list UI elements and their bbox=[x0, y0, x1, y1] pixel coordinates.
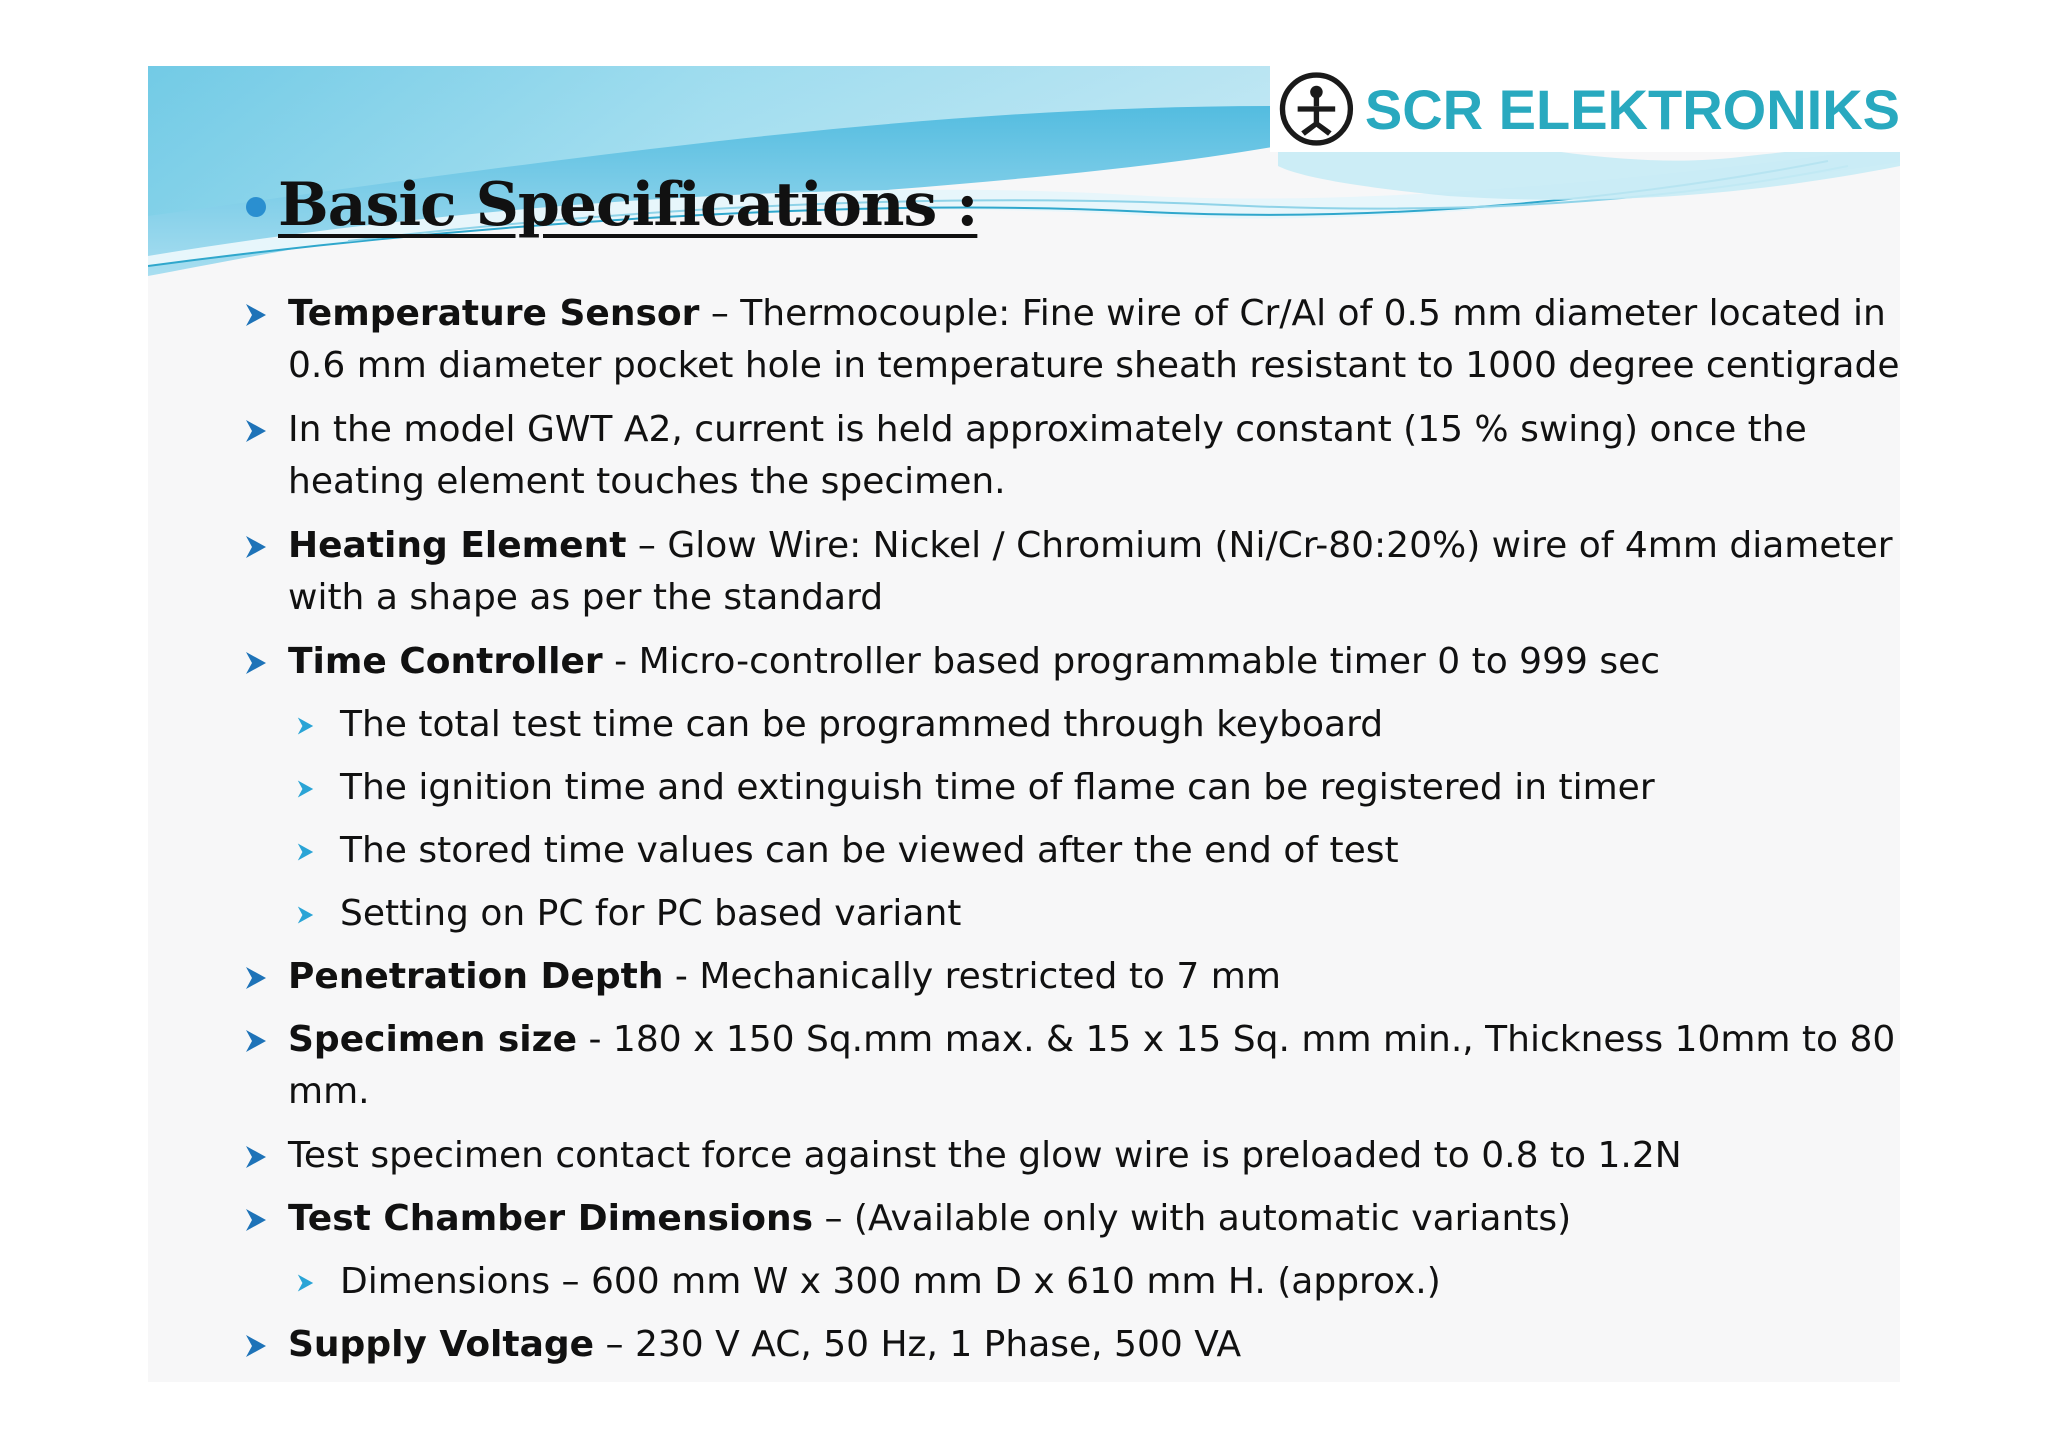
item-text bbox=[340, 699, 1383, 751]
item-line1: The total test time can be programmed through keyboard bbox=[340, 704, 1384, 745]
arrow-bullet-icon bbox=[296, 1273, 315, 1293]
item-label: Test Chamber Dimensions bbox=[288, 1198, 814, 1239]
title-row bbox=[246, 170, 977, 240]
arrow-bullet-icon bbox=[244, 1207, 268, 1233]
item-line2: mm. bbox=[288, 1071, 370, 1112]
item-line2: heating element touches the specimen. bbox=[288, 461, 1006, 502]
item-line1: – Glow Wire: Nickel / Chromium (Ni/Cr-80:20%) wire of 4mm diameter bbox=[626, 525, 1893, 566]
logo-emblem-icon bbox=[1278, 66, 1355, 152]
item-text bbox=[288, 1193, 1571, 1245]
list-item bbox=[244, 520, 1893, 624]
item-line1: Setting on PC for PC based variant bbox=[340, 893, 962, 934]
item-line2: 0.6 mm diameter pocket hole in temperature sheath resistant to 1000 degree centigrade bbox=[288, 345, 1900, 386]
sub-list-item bbox=[296, 1256, 1441, 1308]
list-item bbox=[244, 404, 1807, 508]
logo-text: SCR ELEKTRONIKS bbox=[1364, 77, 1900, 141]
item-text bbox=[288, 951, 1281, 1003]
list-item bbox=[244, 636, 1660, 688]
item-text bbox=[340, 825, 1399, 877]
item-label: Temperature Sensor bbox=[288, 293, 700, 334]
item-text bbox=[288, 1130, 1682, 1182]
item-line1: – Thermocouple: Fine wire of Cr/Al of 0.5 mm diameter located in bbox=[699, 293, 1886, 334]
list-item bbox=[244, 288, 1900, 392]
item-text bbox=[340, 888, 961, 940]
item-line1: Test specimen contact force against the glow wire is preloaded to 0.8 to 1.2N bbox=[288, 1135, 1682, 1176]
arrow-bullet-icon bbox=[244, 1144, 268, 1170]
item-line1: The stored time values can be viewed after the end of test bbox=[340, 830, 1399, 871]
item-line1: - Micro-controller based programmable timer 0 to 999 sec bbox=[602, 641, 1661, 682]
arrow-bullet-icon bbox=[296, 779, 315, 799]
item-label: Time Controller bbox=[288, 641, 603, 682]
arrow-bullet-icon bbox=[244, 418, 268, 444]
item-label: Penetration Depth bbox=[288, 956, 664, 997]
item-label: Heating Element bbox=[288, 525, 627, 566]
arrow-bullet-icon bbox=[244, 965, 268, 991]
title-bullet-icon bbox=[246, 197, 266, 217]
item-line2: with a shape as per the standard bbox=[288, 577, 884, 618]
item-text bbox=[288, 520, 1893, 624]
arrow-bullet-icon bbox=[296, 842, 315, 862]
list-item bbox=[244, 1319, 1241, 1371]
item-line1: Dimensions – 600 mm W x 300 mm D x 610 mm H. (approx.) bbox=[340, 1261, 1441, 1302]
item-line1: In the model GWT A2, current is held approximately constant (15 % swing) once the bbox=[288, 409, 1807, 450]
page-title: Basic Specifications : bbox=[278, 170, 978, 240]
item-label: Specimen size bbox=[288, 1019, 578, 1060]
item-line1: – (Available only with automatic variants) bbox=[813, 1198, 1572, 1239]
item-line1: – 230 V AC, 50 Hz, 1 Phase, 500 VA bbox=[594, 1324, 1242, 1365]
item-text bbox=[288, 1319, 1241, 1371]
sub-list-item bbox=[296, 888, 961, 940]
item-text bbox=[288, 404, 1807, 508]
arrow-bullet-icon bbox=[244, 650, 268, 676]
sub-list-item bbox=[296, 699, 1383, 751]
slide bbox=[148, 66, 1900, 1382]
item-line1: - 180 x 150 Sq.mm max. & 15 x 15 Sq. mm min., Thickness 10mm to 80 bbox=[577, 1019, 1896, 1060]
item-text bbox=[340, 1256, 1441, 1308]
list-item bbox=[244, 951, 1281, 1003]
sub-list-item bbox=[296, 762, 1655, 814]
item-text bbox=[288, 1014, 1895, 1118]
list-item bbox=[244, 1130, 1682, 1182]
item-text bbox=[288, 636, 1660, 688]
item-line1: - Mechanically restricted to 7 mm bbox=[663, 956, 1281, 997]
sub-list-item bbox=[296, 825, 1399, 877]
item-text bbox=[340, 762, 1655, 814]
list-item bbox=[244, 1193, 1571, 1245]
arrow-bullet-icon bbox=[296, 716, 315, 736]
company-logo bbox=[1270, 66, 1900, 152]
arrow-bullet-icon bbox=[244, 534, 268, 560]
arrow-bullet-icon bbox=[244, 302, 268, 328]
arrow-bullet-icon bbox=[244, 1028, 268, 1054]
item-text bbox=[288, 288, 1900, 392]
arrow-bullet-icon bbox=[296, 905, 315, 925]
list-item bbox=[244, 1014, 1895, 1118]
item-line1: The ignition time and extinguish time of flame can be registered in timer bbox=[340, 767, 1655, 808]
arrow-bullet-icon bbox=[244, 1333, 268, 1359]
item-label: Supply Voltage bbox=[288, 1324, 595, 1365]
